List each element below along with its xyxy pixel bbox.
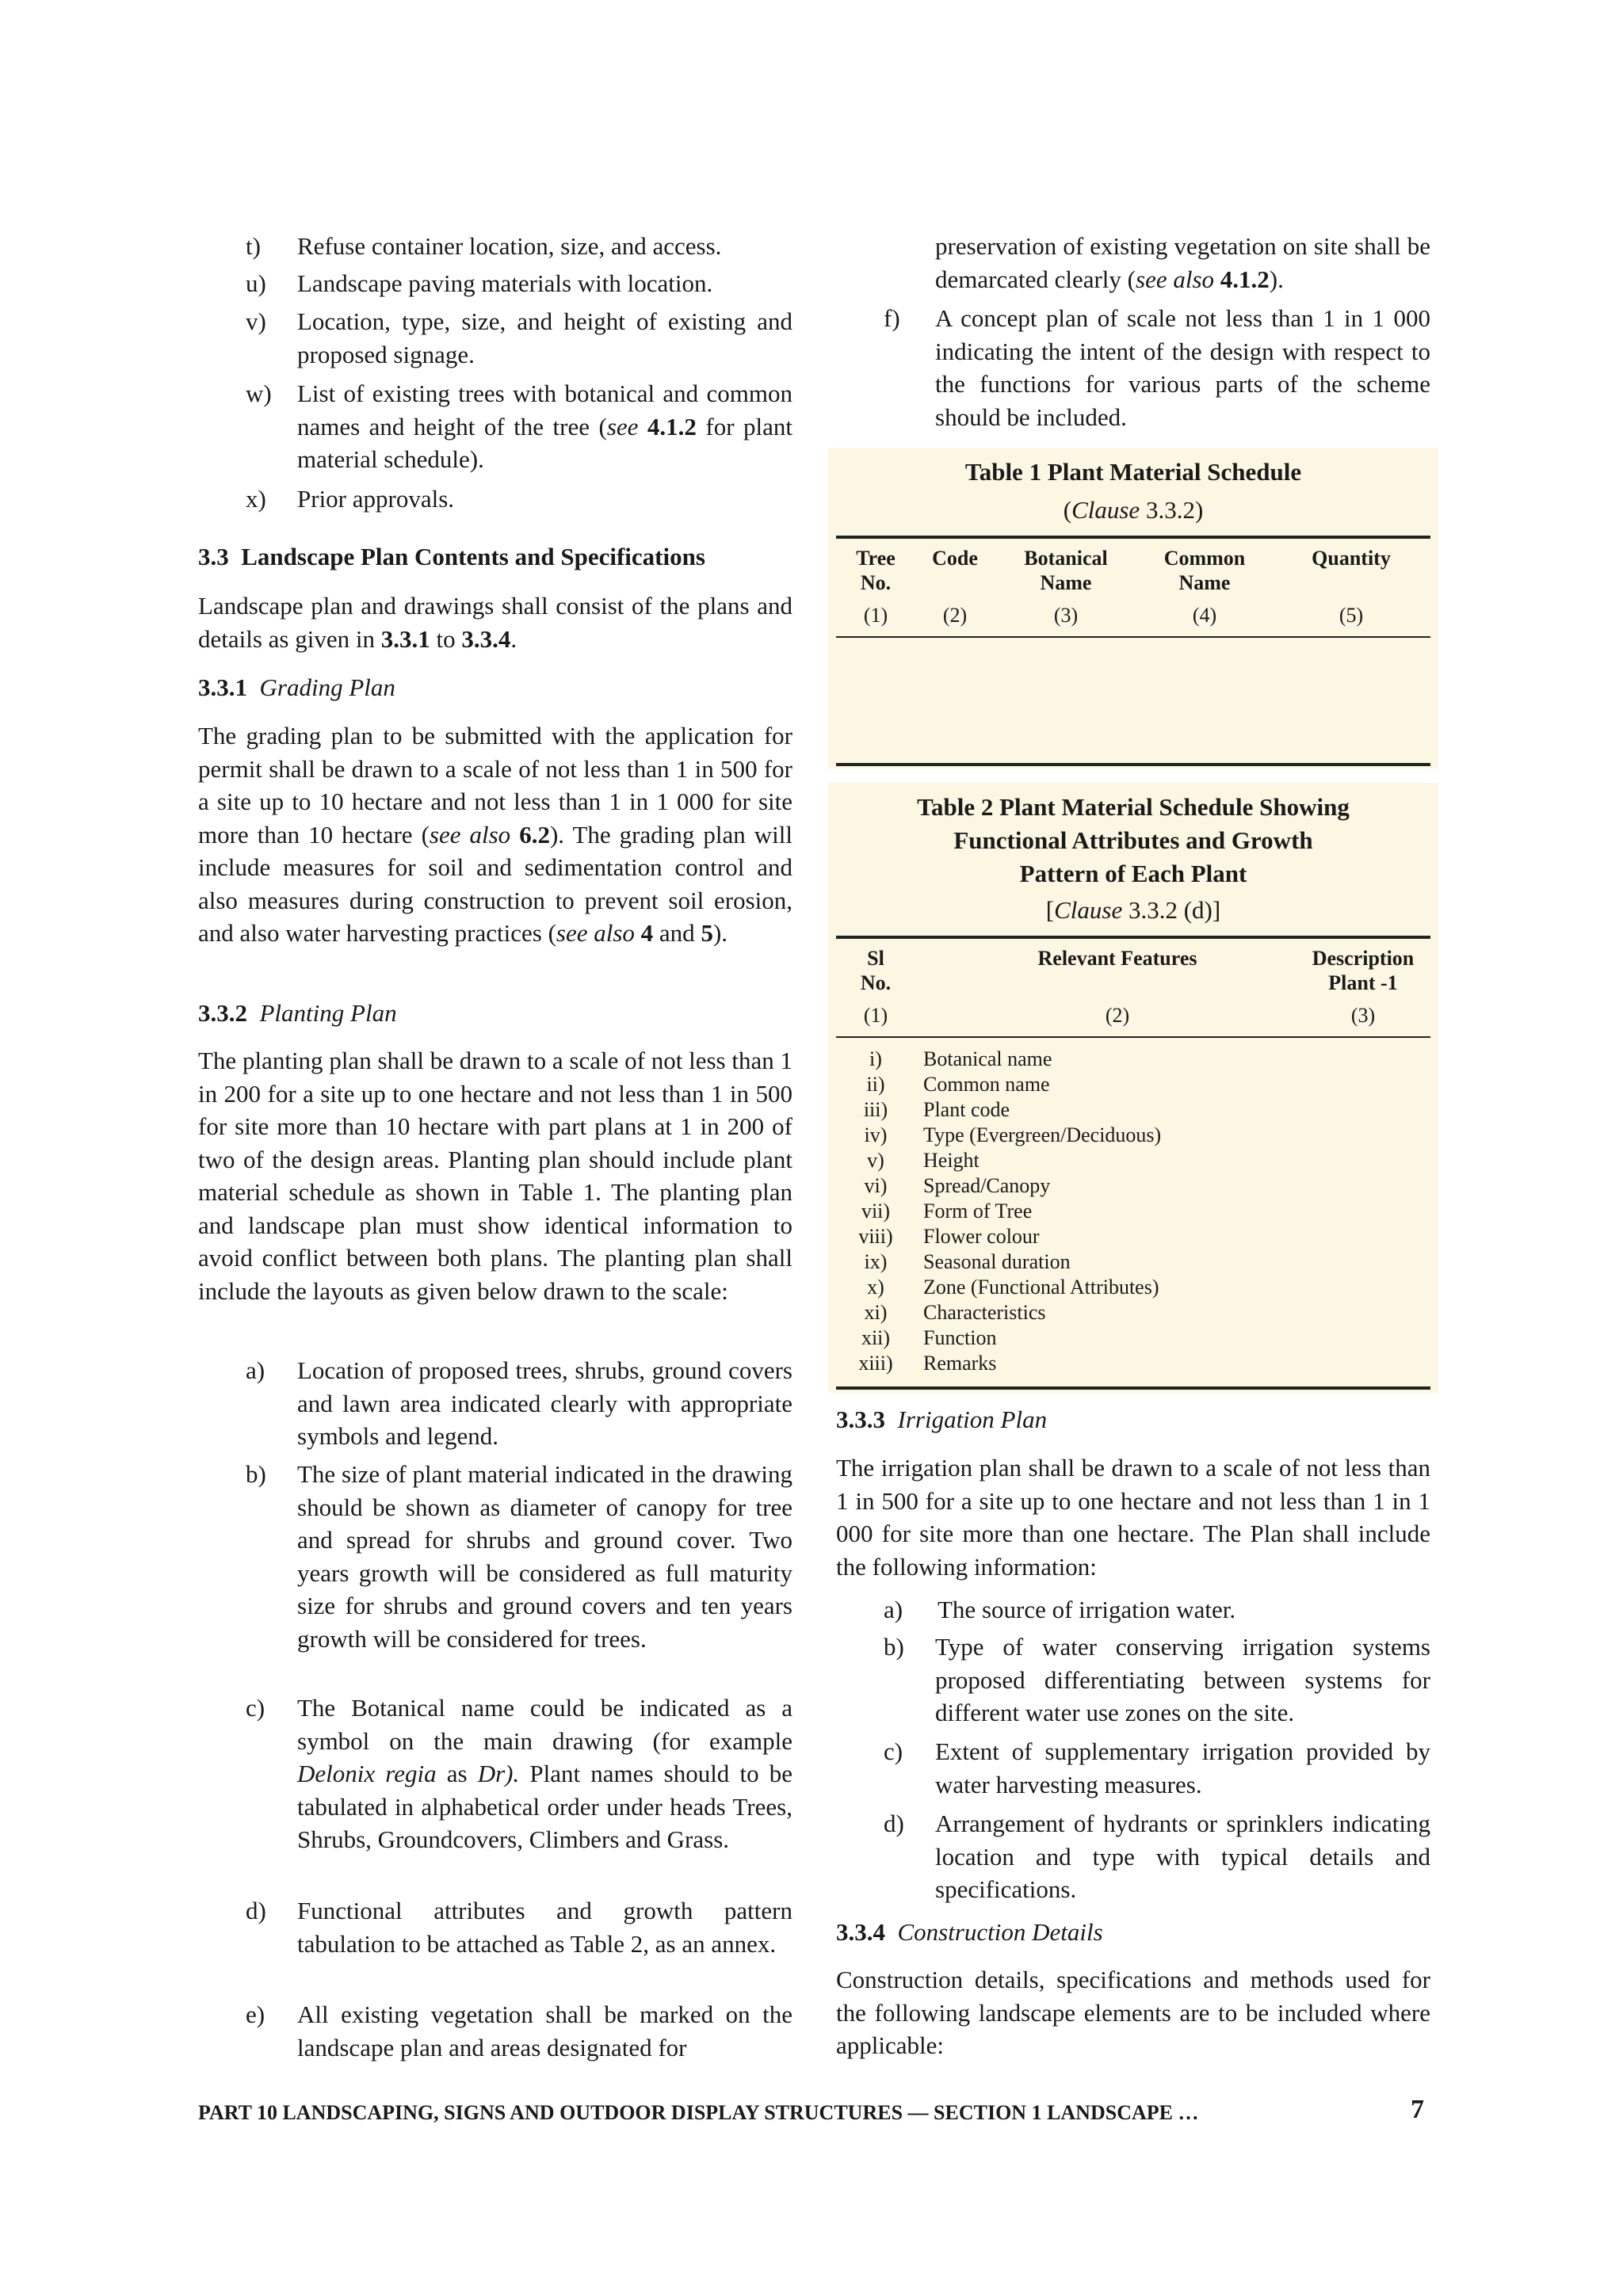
table-2-bottom-rule: [836, 1386, 1430, 1390]
section-heading-3-3: 3.3 Landscape Plan Contents and Specifications: [198, 543, 705, 570]
list-item-d: [246, 1894, 792, 1994]
table-1-colnum: (3): [1053, 604, 1079, 627]
list-text: Refuse container location, size, and access.: [297, 232, 722, 260]
section-heading-3-3-3: 3.3.3 Irrigation Plan: [836, 1405, 1048, 1433]
irrigation-item-c: [884, 1735, 1430, 1802]
list-label: b): [246, 1460, 266, 1488]
list-text: Arrangement of hydrants or sprinklers indicating location and type with typical details and specifications.: [935, 1810, 1430, 1903]
table-2-row-feature: Seasonal duration: [923, 1250, 1071, 1273]
list-text: preservation of existing vegetation on site shall be demarcated clearly (see also 4.1.2).: [935, 232, 1430, 293]
table-1-colnum: (2): [942, 604, 968, 627]
table-1-colnum: (4): [1192, 604, 1217, 627]
table-1-header-code: Code: [932, 547, 978, 570]
list-text: Landscape paving materials with location.: [297, 269, 713, 297]
list-item-e-continued: [836, 230, 1430, 296]
table-2-row-feature: Form of Tree: [923, 1199, 1033, 1222]
table-2-title-line3: Pattern of Each Plant: [1019, 860, 1247, 887]
list-text: Location, type, size, and height of existing and proposed signage.: [297, 307, 792, 368]
list-text: All existing vegetation shall be marked on the landscape plan and areas designated for: [297, 2000, 792, 2061]
table-2-row-number: i): [869, 1047, 882, 1070]
table-2-row-feature: Remarks: [923, 1352, 997, 1375]
table-2-row-feature: Flower colour: [923, 1225, 1040, 1248]
table-2-title-line1: Table 2 Plant Material Schedule Showing: [917, 793, 1350, 821]
list-item-w: [246, 377, 792, 477]
table-2-row-feature: Spread/Canopy: [923, 1174, 1051, 1197]
table-2-row-number: v): [867, 1149, 884, 1172]
list-label: x): [246, 485, 266, 513]
table-2-header-rule: [836, 1036, 1430, 1038]
table-2-title-line2: Functional Attributes and Growth: [953, 826, 1313, 854]
table-1-header-rule: [836, 636, 1430, 638]
table-2-colnum: (1): [863, 1004, 888, 1027]
table-2-row-feature: Botanical name: [923, 1047, 1052, 1070]
list-text: Functional attributes and growth pattern tabulation to be attached as Table 2, as an annex.: [297, 1897, 792, 1958]
table-2-row-number: iv): [864, 1123, 888, 1146]
irrigation-item-b: [884, 1630, 1430, 1730]
table-2-row-number: x): [867, 1276, 884, 1299]
table-2-row-number: vii): [861, 1199, 891, 1222]
table-1: [828, 448, 1438, 769]
section-body-3-3-2: The planting plan shall be drawn to a scale of not less than 1 in 200 for a site up to one hectare and not less than 1 in 500 for site more than 10 hectare with part plans at 1 in 200 of two of the design areas. Planting plan should include plant material schedule as shown in Table 1. The planting plan and landscape plan must show identical information to avoid conflict between both plans. The planting plan shall include the layouts as given below drawn to the scale:: [198, 1047, 792, 1305]
section-body-3-3-4: Construction details, specifications and methods used for the following landscape elements are to be included where applicable:: [836, 1966, 1430, 2059]
list-item-u: [246, 267, 792, 300]
table-1-clause: (Clause 3.3.2): [1063, 496, 1204, 524]
section-heading-3-3-1: 3.3.1 Grading Plan: [198, 673, 395, 701]
list-label: f): [884, 304, 900, 332]
table-2-clause: [Clause 3.3.2 (d)]: [1045, 896, 1221, 924]
table-2-row-number: ix): [864, 1250, 888, 1273]
table-1-colnum: (5): [1338, 604, 1364, 627]
list-label: v): [246, 307, 266, 335]
list-item-a: [246, 1354, 792, 1454]
table-1-colnum: (1): [863, 604, 888, 627]
list-label: a): [884, 1596, 903, 1623]
section-body-3-3: Landscape plan and drawings shall consist of the plans and details as given in 3.3.1 to 3.3.4.: [198, 592, 792, 653]
list-item-c: [246, 1691, 792, 1890]
table-2-row-feature: Zone (Functional Attributes): [923, 1276, 1159, 1299]
table-2-row-feature: Type (Evergreen/Deciduous): [923, 1123, 1162, 1146]
table-2-row-feature: Characteristics: [923, 1301, 1046, 1324]
list-text: Extent of supplementary irrigation provided by water harvesting measures.: [935, 1737, 1430, 1798]
table-2-header-sl-no: Sl No.: [860, 947, 892, 994]
list-text: Type of water conserving irrigation systems proposed differentiating between systems for different water use zones on the site.: [935, 1633, 1430, 1726]
table-1-header-common: Common Name: [1163, 547, 1246, 594]
list-text: Location of proposed trees, shrubs, ground covers and lawn area indicated clearly with appropriate symbols and legend.: [297, 1356, 792, 1450]
list-label: t): [246, 232, 261, 260]
table-2-top-rule: [836, 936, 1430, 939]
list-item-v: [246, 305, 792, 372]
table-2-colnum: (3): [1350, 1004, 1376, 1027]
list-item-f: [884, 302, 1430, 435]
table-2-row-feature: Common name: [923, 1073, 1050, 1096]
table-1-header-botanical: Botanical Name: [1024, 547, 1108, 594]
irrigation-item-a: [884, 1593, 1430, 1627]
list-text: A concept plan of scale not less than 1 in 1 000 indicating the intent of the design with respect to the functions for various parts of the scheme should be included.: [935, 304, 1430, 431]
list-label: a): [246, 1356, 265, 1384]
section-heading-3-3-2: 3.3.2 Planting Plan: [198, 999, 397, 1027]
list-label: d): [884, 1810, 904, 1837]
list-label: e): [246, 2000, 265, 2028]
table-2-row-feature: Height: [923, 1149, 980, 1172]
section-body-3-3-1: The grading plan to be submitted with the application for permit shall be drawn to a scale of not less than 1 in 500 for a site up to 10 hectare and not less than 1 in 1 000 for site more than 10 hectare (see also 6.2). The grading plan will include measures for soil and sedimentation control and also measures during construction to prevent soil erosion, and also water harvesting practices (see also 4 and 5).: [198, 722, 792, 947]
list-label: w): [246, 379, 272, 407]
list-item-e: [246, 1998, 792, 2065]
section-body-3-3-3: The irrigation plan shall be drawn to a scale of not less than 1 in 500 for a site up to one hectare and not less than 1 in 1 000 for site more than one hectare. The Plan shall include the following information:: [836, 1454, 1430, 1581]
irrigation-item-d: [884, 1807, 1430, 1907]
table-2-row-number: iii): [863, 1098, 888, 1121]
list-text: The Botanical name could be indicated as a symbol on the main drawing (for example Delonix regia as Dr). Plant names should to be tabulated in alphabetical order under heads Trees, Shrubs, Groundcovers, Climbers and Grass.: [297, 1694, 792, 1853]
table-1-header-quantity: Quantity: [1312, 547, 1391, 570]
table-2-colnum: (2): [1105, 1004, 1130, 1027]
table-2-row-feature: Plant code: [923, 1098, 1010, 1121]
list-text: Prior approvals.: [297, 485, 455, 513]
table-2-row-feature: Function: [923, 1326, 997, 1349]
table-2-header-description: Description Plant -1: [1312, 947, 1415, 994]
list-label: c): [246, 1694, 265, 1722]
page-footer: PART 10 LANDSCAPING, SIGNS AND OUTDOOR DISPLAY STRUCTURES — SECTION 1 LANDSCAPE …: [198, 2101, 1199, 2124]
list-item-t: [246, 230, 792, 263]
list-text: The size of plant material indicated in the drawing should be shown as diameter of canopy for tree and spread for shrubs and ground cover. Two years growth will be considered as full maturity size for shrubs and ground covers and ten years growth will be considered for trees.: [297, 1460, 792, 1653]
table-2-header-features: Relevant Features: [1037, 947, 1197, 970]
table-1-bottom-rule: [836, 763, 1430, 766]
list-text: List of existing trees with botanical and common names and height of the tree (see 4.1.2 for plant material schedule).: [297, 379, 792, 473]
list-label: d): [246, 1897, 266, 1924]
table-2-row-number: viii): [858, 1225, 893, 1248]
table-1-title: Table 1 Plant Material Schedule: [964, 458, 1302, 486]
section-heading-3-3-4: 3.3.4 Construction Details: [836, 1918, 1103, 1946]
page-number: 7: [1411, 2095, 1424, 2124]
list-label: u): [246, 269, 266, 297]
list-item-x: [246, 482, 792, 516]
list-label: b): [884, 1633, 904, 1661]
table-1-top-rule: [836, 536, 1430, 539]
table-2-row-number: xii): [861, 1326, 891, 1349]
table-2-row-number: vi): [864, 1174, 888, 1197]
table-2-row-number: xi): [864, 1301, 888, 1324]
table-2: [828, 783, 1438, 1393]
list-item-b: [246, 1458, 792, 1688]
list-label: c): [884, 1737, 903, 1765]
table-2-row-number: xiii): [858, 1352, 893, 1375]
list-text: The source of irrigation water.: [938, 1596, 1236, 1623]
table-1-header-tree-no: Tree No.: [856, 547, 896, 594]
table-2-row-number: ii): [866, 1073, 885, 1096]
